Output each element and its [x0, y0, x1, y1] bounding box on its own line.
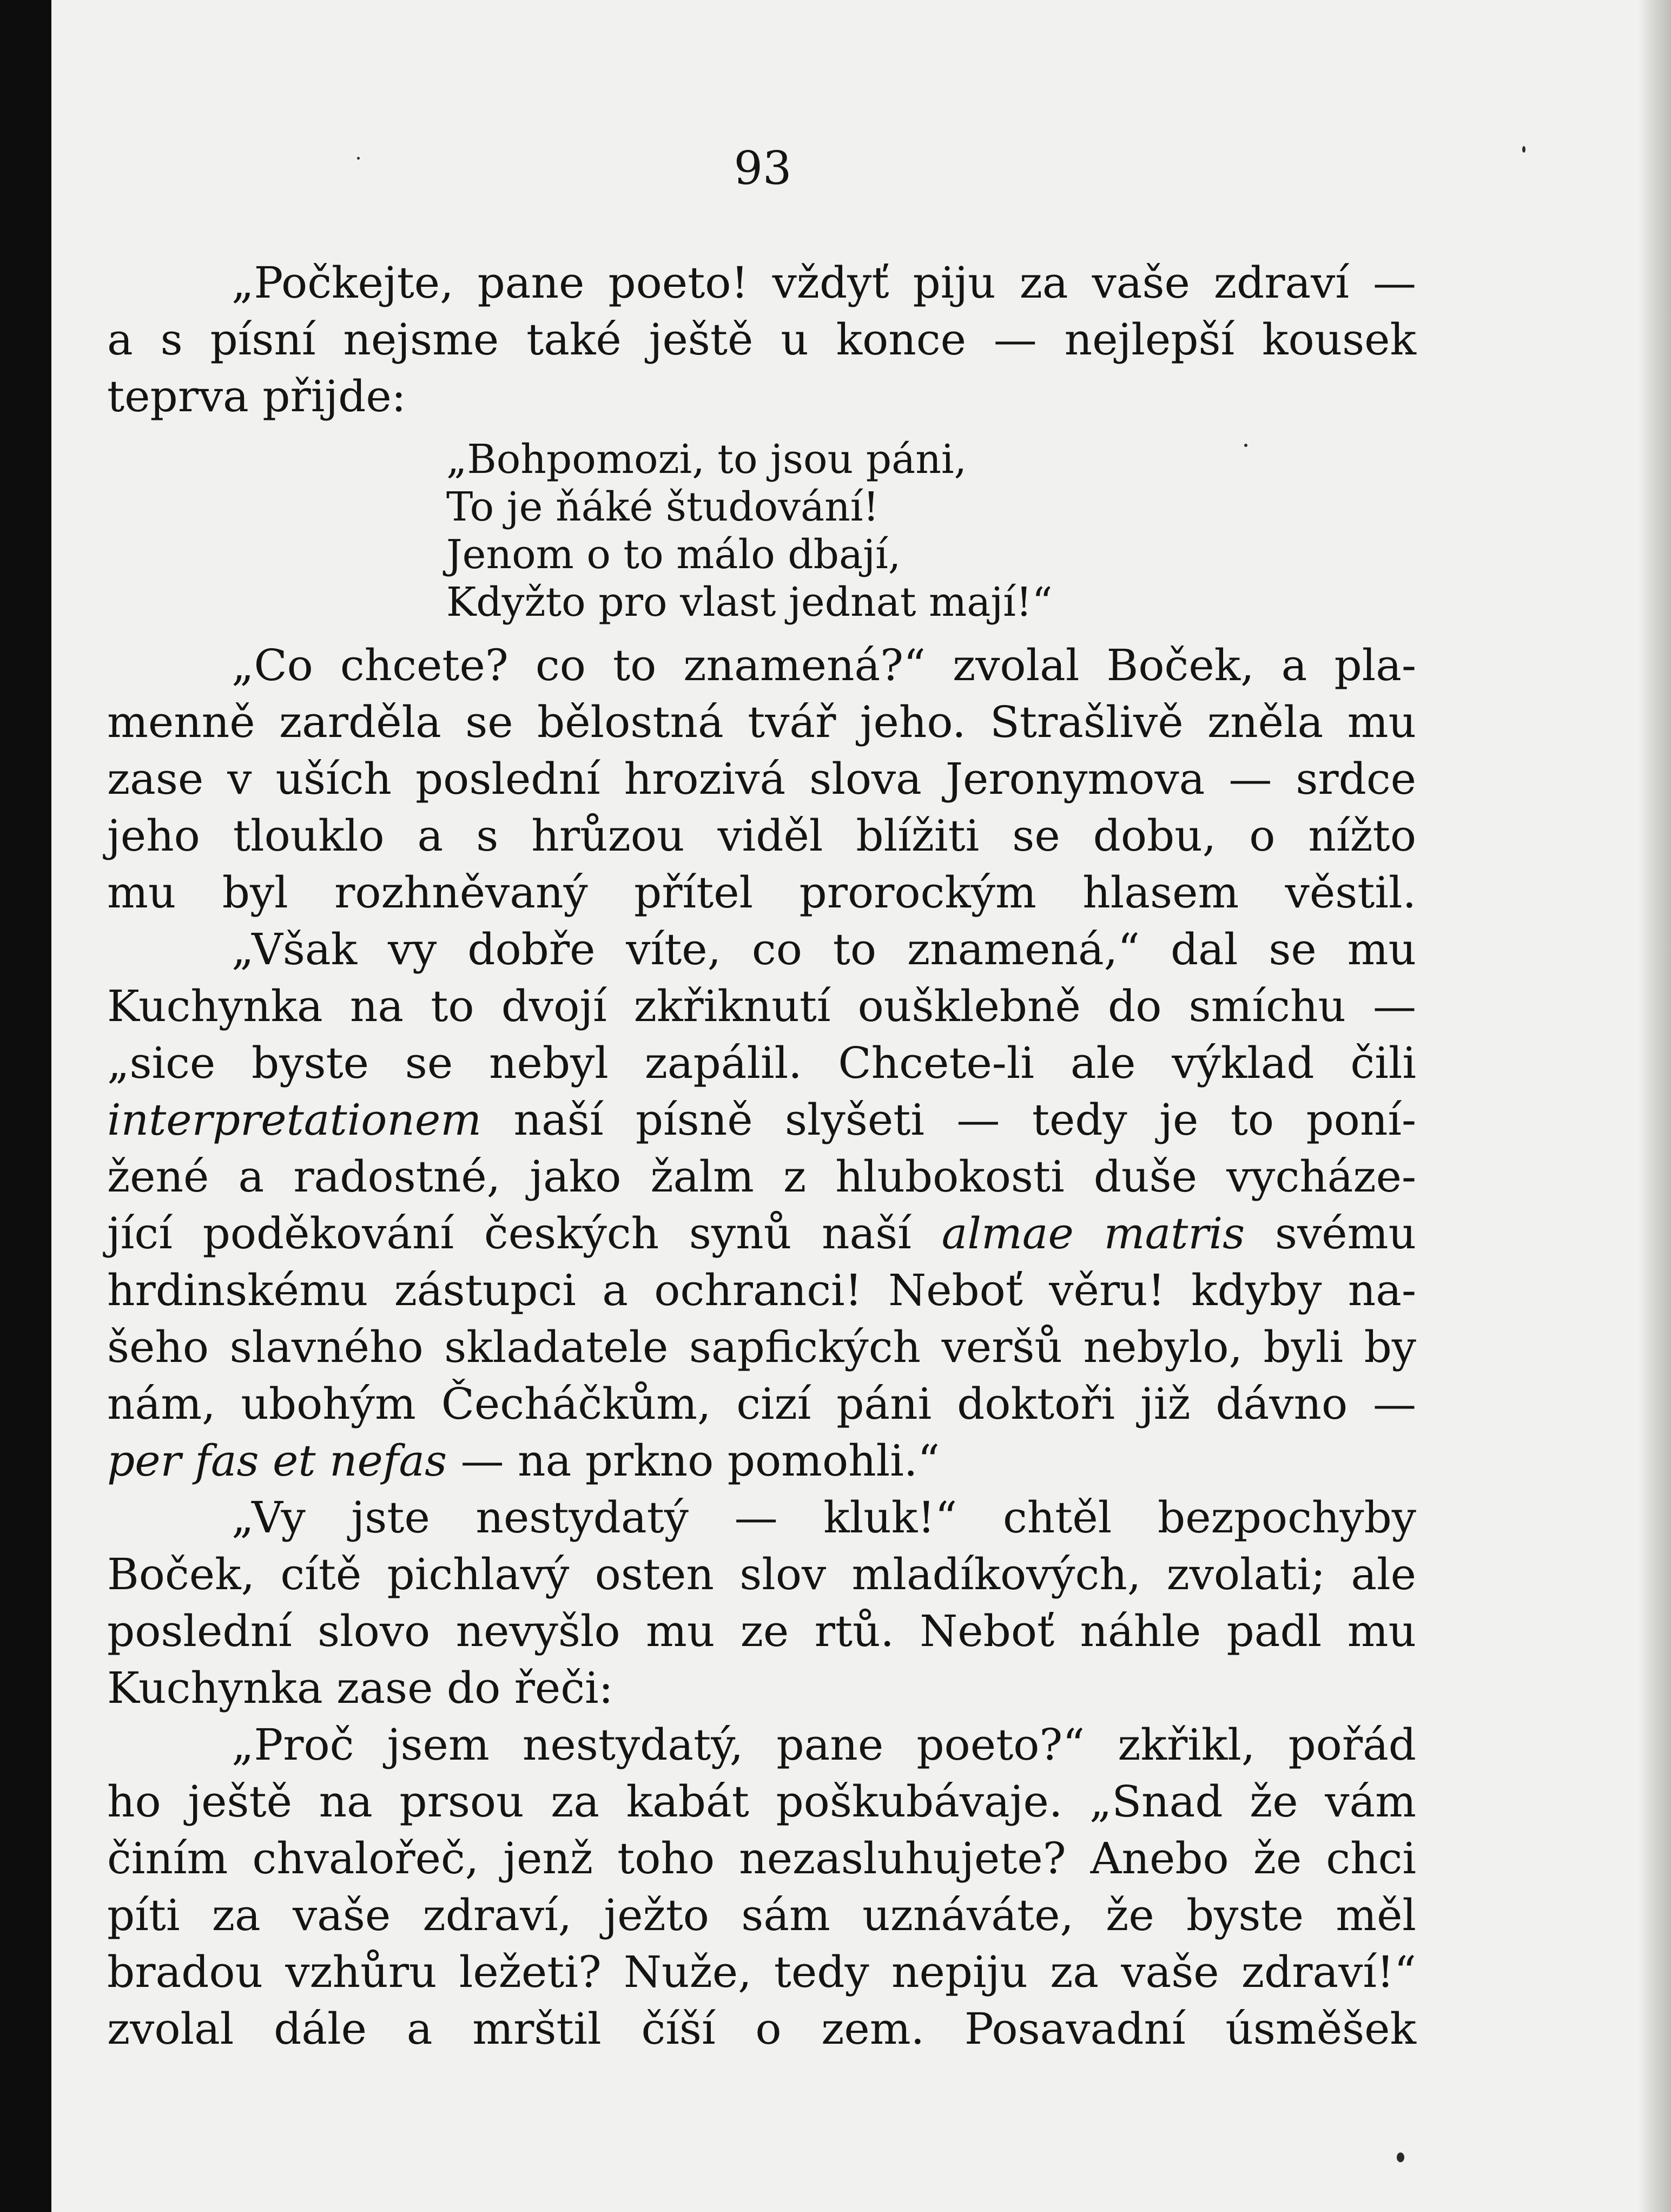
text-line: Kuchynka na to dvojí zkřiknutí oušklebně do smíchu —: [107, 981, 1416, 1031]
text-line: nám, ubohým Čecháčkům, cizí páni doktoři již dávno —: [107, 1379, 1416, 1429]
text-line: činím chvalořeč, jenž toho nezasluhujete? Anebo že chci: [107, 1833, 1416, 1884]
verse-line: To je ňáké študování!: [446, 484, 880, 530]
text-fragment: jící poděkování českých synů naší: [107, 1208, 912, 1259]
text-line: hrdinskému zástupci a ochranci! Neboť věru! kdyby na-: [107, 1265, 1416, 1315]
text-line: „Však vy dobře víte, co to znamená,“ dal se mu: [232, 924, 1416, 975]
text-line: žené a radostné, jako žalm z hlubokosti duše vycháze-: [107, 1151, 1416, 1202]
page-number: 93: [734, 142, 792, 195]
verse-line: „Bohpomozi, to jsou páni,: [446, 436, 967, 483]
text-line: šeho slavného skladatele sapfických veršů nebylo, byli by: [107, 1322, 1416, 1372]
text-line: Kuchynka zase do řeči:: [107, 1663, 613, 1713]
text-line: „Vy jste nestydatý — kluk!“ chtěl bezpochyby: [232, 1492, 1416, 1543]
text-line-with-italic: [107, 1432, 1416, 1489]
text-line-with-italic: [107, 1205, 1416, 1262]
verse-line: Kdyžto pro vlast jednat mají!“: [446, 579, 1053, 626]
text-line: „Co chcete? co to znamená?“ zvolal Boček, a pla-: [232, 640, 1416, 690]
text-line: „Proč jsem nestydatý, pane poeto?“ zkřikl, pořád: [232, 1720, 1416, 1770]
text-line: „sice byste se nebyl zapálil. Chcete-li ale výklad čili: [107, 1038, 1416, 1088]
paragraph-3: [107, 921, 1416, 1489]
paragraph-2: [107, 637, 1416, 921]
text-line: menně zarděla se bělostná tvář jeho. Strašlivě zněla mu: [107, 697, 1416, 747]
body-text: [107, 254, 1416, 2057]
text-fragment: naší písně slyšeti — tedy je to poní-: [513, 1095, 1416, 1145]
text-fragment: svému: [1275, 1208, 1416, 1259]
text-line: a s písní nejsme také ještě u konce — nejlepší kousek: [107, 314, 1416, 365]
scan-speck: [1397, 2152, 1404, 2162]
verse-line: Jenom o to málo dbají,: [446, 531, 901, 578]
text-line-with-italic: [107, 1091, 1416, 1148]
scan-speck: [1244, 444, 1247, 447]
text-line: bradou vzhůru ležeti? Nuže, tedy nepiju za vaše zdraví!“: [107, 1947, 1416, 1997]
paragraph-4: [107, 1489, 1416, 1716]
text-line: jeho tlouklo a s hrůzou viděl blížiti se dobu, o nížto: [107, 811, 1416, 861]
scan-speck: [357, 157, 360, 160]
scan-border-right: [1639, 0, 1671, 2212]
text-fragment: — na prkno pomohli.“: [460, 1436, 940, 1486]
paragraph-5: [107, 1716, 1416, 2057]
text-line: Boček, cítě pichlavý osten slov mladíkových, zvolati; ale: [107, 1549, 1416, 1599]
text-line: poslední slovo nevyšlo mu ze rtů. Neboť náhle padl mu: [107, 1606, 1416, 1656]
text-line: zvolal dále a mrštil číší o zem. Posavadní úsměšek: [107, 2004, 1416, 2054]
text-line: zase v uších poslední hrozivá slova Jeronymova — srdce: [107, 754, 1416, 804]
italic-term: per fas et nefas: [107, 1436, 447, 1486]
text-line: mu byl rozhněvaný přítel prorockým hlasem věstil.: [107, 867, 1416, 918]
text-line: ho ještě na prsou za kabát poškubávaje. „Snad že vám: [107, 1776, 1416, 1827]
text-line: teprva přijde:: [107, 371, 406, 422]
text-line: „Počkejte, pane poeto! vždyť piju za vaše zdraví —: [232, 258, 1416, 308]
paragraph-1: [107, 254, 1416, 425]
italic-term: almae matris: [941, 1208, 1245, 1259]
scan-speck: [1522, 146, 1525, 153]
text-line: píti za vaše zdraví, ježto sám uznáváte, že byste měl: [107, 1890, 1416, 1940]
italic-term: interpretationem: [107, 1095, 482, 1145]
scan-border-left: [0, 0, 51, 2212]
verse-block: [446, 436, 1416, 626]
